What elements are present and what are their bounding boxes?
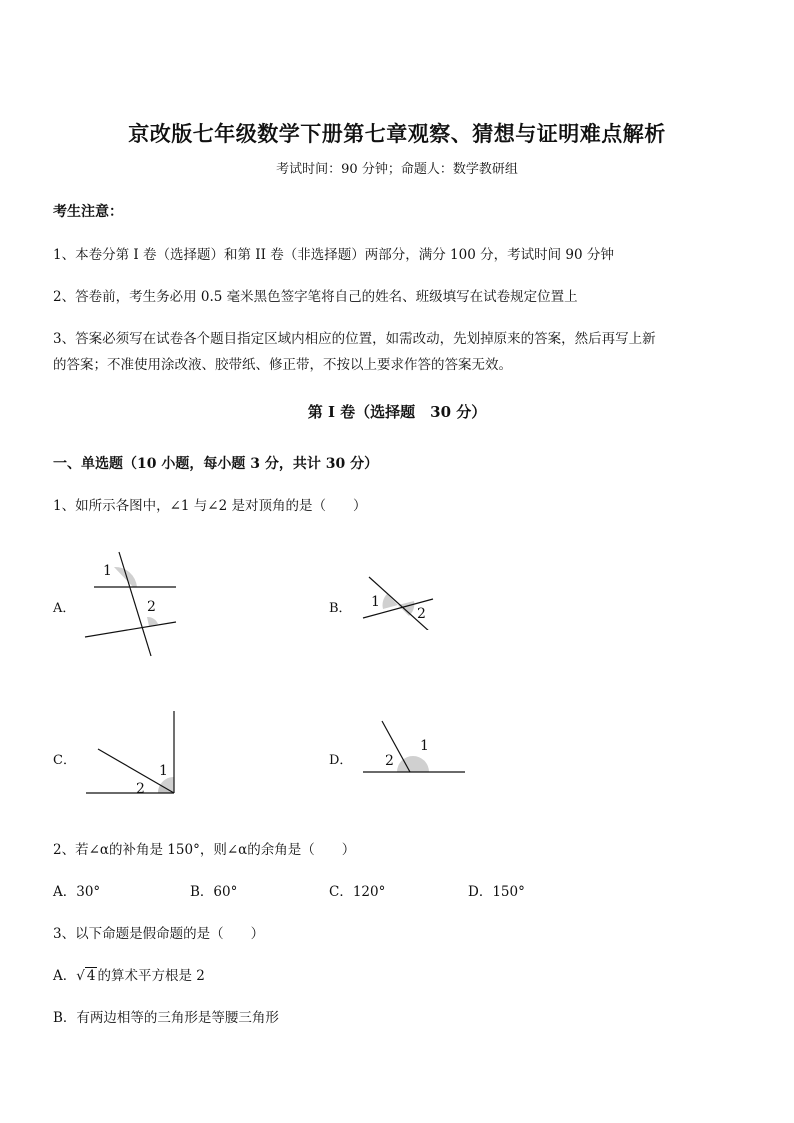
angle-arc [397, 756, 429, 772]
q2-option-c: C．120° [329, 884, 386, 900]
angle-label: 2 [136, 781, 145, 797]
q2-option-b: B．60° [190, 884, 238, 900]
q1-option-c: C． [53, 753, 76, 768]
question-3-stem: 3、以下命题是假命题的是（ ） [53, 926, 265, 942]
q3-option-b: B．有两边相等的三角形是等腰三角形 [53, 1010, 279, 1026]
q1-option-b: B． [329, 601, 352, 616]
question-2-stem: 2、若∠α的补角是 150°，则∠α的余角是（ ） [53, 842, 356, 858]
angle-1-arc [114, 567, 137, 587]
notice-item: 3、答案必须写在试卷各个题目指定区域内相应的位置，如需改动，先划掉原来的答案，然后再写上新 [53, 331, 656, 347]
q2-option-d: D．150° [468, 884, 525, 900]
notice-item: 的答案；不准使用涂改液、胶带纸、修正带，不按以上要求作答的答案无效。 [53, 357, 512, 373]
sqrt-symbol: √ [76, 968, 85, 984]
figure-b [355, 570, 445, 630]
angle-label: 2 [385, 753, 394, 769]
sqrt-radicand: 4 [86, 968, 96, 984]
exam-info: 考试时间：90 分钟；命题人：数学教研组 [276, 162, 518, 177]
q1-option-a: A． [53, 601, 76, 616]
notice-item: 1、本卷分第 I 卷（选择题）和第 II 卷（非选择题）两部分，满分 100 分，考试时间 90 分钟 [53, 247, 614, 263]
question-1-stem: 1、如所示各图中，∠1 与∠2 是对顶角的是（ ） [53, 498, 367, 514]
part-title: 第 I 卷（选择题 30 分） [307, 403, 487, 421]
notice-heading: 考生注意： [53, 204, 123, 220]
section-heading: 一、单选题（10 小题，每小题 3 分，共计 30 分） [53, 456, 379, 472]
angle-label: 2 [417, 606, 426, 622]
notice-item: 2、答卷前，考生务必用 0.5 毫米黑色签字笔将自己的姓名、班级填写在试卷规定位置上 [53, 289, 578, 305]
option-text: 的算术平方根是 2 [97, 968, 205, 984]
q1-option-d: D． [329, 753, 353, 768]
angle-label: 1 [159, 763, 168, 779]
figure-a [80, 545, 185, 660]
line [85, 622, 176, 637]
q2-option-a: A．30° [53, 884, 101, 900]
angle-2-arc [398, 601, 414, 616]
figure-d [360, 712, 470, 777]
angle-label: 2 [147, 599, 156, 615]
angle-label: 1 [103, 563, 112, 579]
angle-label: 1 [420, 738, 429, 754]
option-prefix: A． [53, 968, 77, 984]
figure-c [80, 705, 180, 800]
q3-option-a [53, 964, 205, 984]
page-title: 京改版七年级数学下册第七章观察、猜想与证明难点解析 [128, 121, 666, 146]
angle-label: 1 [371, 594, 380, 610]
